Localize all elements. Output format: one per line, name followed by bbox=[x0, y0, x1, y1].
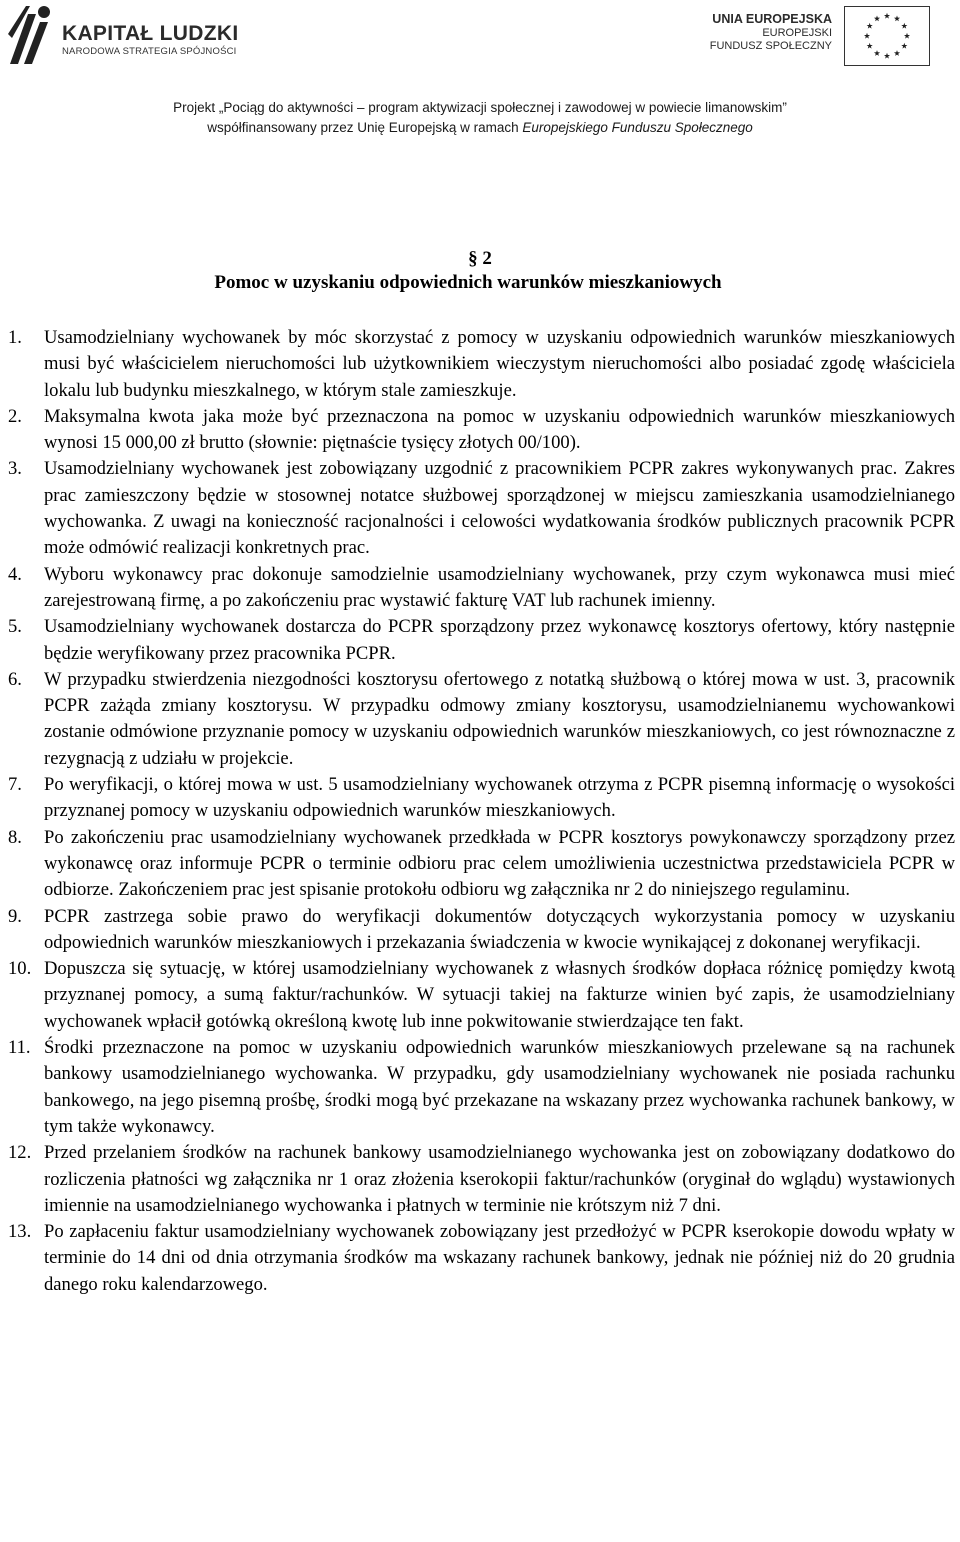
list-item bbox=[8, 1035, 955, 1140]
list-item bbox=[8, 404, 955, 457]
item-number: 6. bbox=[8, 668, 22, 690]
item-text: Dopuszcza się sytuację, w której usamodzielniany wychowanek z własnych środków dopłaca różnicę pomiędzy kwotą przyznanej pomocy, a sumą faktur/rachunków. W sytuacji takiej na fakturze winien być zapis, że usamodzielniany wychowanek wpłacił gotówką określoną kwotę lub inne pokwitowanie stwierdzające ten fakt. bbox=[44, 958, 955, 1032]
item-number: 2. bbox=[8, 405, 22, 427]
list-item bbox=[8, 562, 955, 615]
kapital-ludzki-logo bbox=[6, 4, 239, 68]
list-item bbox=[8, 772, 955, 825]
project-info bbox=[0, 98, 960, 138]
item-number: 12. bbox=[8, 1142, 32, 1164]
item-text: Po zakończeniu prac usamodzielniany wychowanek przedkłada w PCPR kosztorys powykonawczy sporządzony przez wykonawcę oraz informuje PCPR o terminie odbioru prac celem umożliwienia uczestnictwa przedstawiciela PCPR w odbiorze. Zakończeniem prac jest spisanie protokołu odbioru wg załącznika nr 2 do niniejszego regulaminu. bbox=[44, 826, 955, 901]
item-text: Po zapłaceniu faktur usamodzielniany wychowanek zobowiązany jest przedłożyć w PCPR kserokopie dowodu wpłaty w terminie do 14 dni od dnia otrzymania środków ma wskazany rachunek bankowy, jednak nie później niż do 20 grudnia danego roku kalendarzowego. bbox=[44, 1221, 955, 1295]
fund-name: Europejskiego Funduszu Społecznego bbox=[522, 120, 753, 135]
list-item bbox=[8, 904, 955, 957]
list-item bbox=[8, 956, 955, 1035]
list-item bbox=[8, 825, 955, 904]
section-number: 2 bbox=[482, 248, 492, 269]
eu-logo-line2: EUROPEJSKI bbox=[762, 27, 832, 39]
project-cofinancing bbox=[0, 118, 960, 138]
eu-logo bbox=[700, 4, 950, 68]
item-number: 1. bbox=[8, 327, 22, 348]
eu-logo-line1: UNIA EUROPEJSKA bbox=[712, 12, 832, 26]
item-text: Przed przelaniem środków na rachunek bankowy usamodzielnianego wychowanka jest on zobowiązany dodatkowo do rozliczenia płatności wg załącznika nr 1 oraz złożenia kserokopii faktur/rachunków (oryginał do wglądu) wystawionych imiennie na usamodzielnianego wychowanka i płatnych w terminie nie krótszym niż 7 dni. bbox=[44, 1142, 955, 1216]
section-sign: § bbox=[468, 248, 478, 269]
list-item bbox=[8, 325, 955, 404]
item-number: 10. bbox=[8, 958, 32, 980]
item-number: 5. bbox=[8, 616, 22, 638]
kapital-ludzki-subtitle: NARODOWA STRATEGIA SPÓJNOŚCI bbox=[62, 46, 237, 57]
item-number: 7. bbox=[8, 774, 22, 796]
item-number: 8. bbox=[8, 826, 22, 848]
list-item bbox=[8, 667, 955, 772]
item-number: 13. bbox=[8, 1221, 32, 1243]
eu-logo-line3: FUNDUSZ SPOŁECZNY bbox=[709, 40, 832, 52]
list-item bbox=[8, 1219, 955, 1298]
item-text: Usamodzielniany wychowanek jest zobowiązany uzgodnić z pracownikiem PCPR zakres wykonywanych prac. Zakres prac zamieszczony będzie w stosownej notatce służbowej sporządzonej w miejscu zamieszkania usamodzielnianego wychowanka. Z uwagi na konieczność racjonalności i celowości wydatkowania środków publicznych pracownik PCPR może odmówić realizacji konkretnych prac. bbox=[44, 458, 955, 559]
item-text: PCPR zastrzega sobie prawo do weryfikacji dokumentów dotyczących wykorzystania pomocy w uzyskaniu odpowiednich warunków mieszkaniowych i przekazania świadczenia w kwocie wynikającej z dokonanej weryfikacji. bbox=[44, 905, 955, 953]
item-number: 11. bbox=[8, 1037, 31, 1059]
list-item bbox=[8, 614, 955, 667]
eu-logo-text bbox=[710, 12, 832, 53]
section-heading bbox=[0, 248, 960, 270]
item-text: Wyboru wykonawcy prac dokonuje samodzielnie usamodzielniany wychowanek, przy czym wykonawca musi mieć zarejestrowaną firmę, a po zakończeniu prac wystawić fakturę VAT lub rachunek imienny. bbox=[44, 563, 955, 611]
item-text: Po weryfikacji, o której mowa w ust. 5 usamodzielniany wychowanek otrzyma z PCPR pisemną informację o wysokości przyznanej pomocy w uzyskaniu odpowiednich warunków mieszkaniowych. bbox=[44, 774, 955, 822]
item-number: 9. bbox=[8, 905, 22, 927]
kapital-ludzki-emblem-icon bbox=[6, 4, 56, 68]
item-text: Usamodzielniany wychowanek dostarcza do PCPR sporządzony przez wykonawcę kosztorys ofertowy, który następnie będzie weryfikowany przez pracownika PCPR. bbox=[44, 616, 955, 664]
document-body bbox=[8, 325, 955, 1298]
item-text: Środki przeznaczone na pomoc w uzyskaniu odpowiednich warunków mieszkaniowych przelewane są na rachunek bankowy usamodzielnianego wychowanka. W przypadku, gdy usamodzielniany wychowanek nie posiada rachunku bankowego, na jego pisemną prośbę, środki mogą być przekazane na wskazany przez wychowanka rachunek bankowy, w tym także wykonawcy. bbox=[44, 1037, 955, 1137]
kapital-ludzki-name: KAPITAŁ LUDZKI bbox=[62, 22, 239, 45]
eu-flag-icon bbox=[844, 6, 930, 66]
list-item bbox=[8, 1140, 955, 1219]
item-text: W przypadku stwierdzenia niezgodności kosztorysu ofertowego z notatką służbową o której mowa w ust. 3, pracownik PCPR zażąda zmiany kosztorysu. W przypadku odmowy zmiany kosztorysu, usamodzielnianemu wychowankowi zostanie odmówione przyznanie pomocy w uzyskaniu odpowiednich warunków mieszkaniowych, co jest równoznaczne z rezygnacją z udziału w projekcie. bbox=[44, 668, 955, 769]
project-title: Projekt „Pociąg do aktywności – program aktywizacji społecznej i zawodowej w powiecie limanowskim” bbox=[173, 100, 787, 115]
item-text: Maksymalna kwota jaka może być przeznaczona na pomoc w uzyskaniu odpowiednich warunków mieszkaniowych wynosi 15 000,00 zł brutto (słownie: piętnaście tysięcy złotych 00/100). bbox=[44, 405, 955, 454]
cofinancing-text: współfinansowany przez Unię Europejską w ramach bbox=[207, 120, 523, 135]
section-title: Pomoc w uzyskaniu odpowiednich warunków mieszkaniowych bbox=[214, 272, 722, 293]
item-number: 4. bbox=[8, 563, 22, 585]
item-number: 3. bbox=[8, 458, 22, 480]
item-text: Usamodzielniany wychowanek by móc skorzystać z pomocy w uzyskaniu odpowiednich warunków mieszkaniowych musi być właścicielem nieruchomości lub użytkownikiem wieczystym nieruchomości albo posiadać zgodę właściciela lokalu lub budynku mieszkalnego, w którym stale zamieszkuje. bbox=[44, 327, 955, 401]
list-item bbox=[8, 456, 955, 561]
page-header bbox=[0, 0, 960, 95]
